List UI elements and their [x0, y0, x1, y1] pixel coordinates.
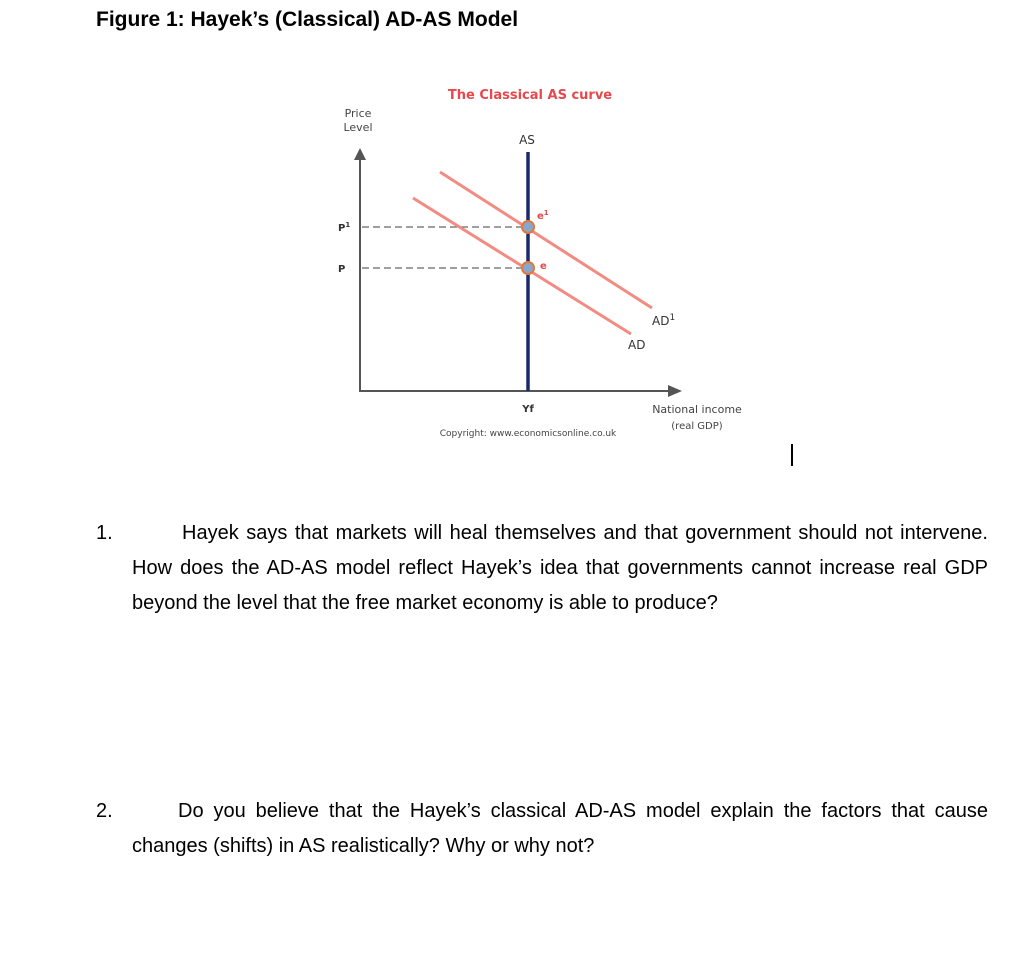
- figure-title: Figure 1: Hayek’s (Classical) AD-AS Model: [96, 8, 519, 31]
- ad-label: AD: [628, 338, 646, 352]
- e-label: e: [540, 261, 547, 272]
- p1-superscript: 1: [345, 221, 351, 229]
- copyright-text: Copyright: www.economicsonline.co.uk: [439, 429, 617, 439]
- text-cursor: [791, 444, 793, 466]
- question-1: [96, 516, 988, 621]
- y-axis-label-line2: Level: [343, 121, 373, 134]
- equilibrium-point-e1: [522, 221, 534, 233]
- p1-label: $P^1$: [338, 221, 351, 234]
- diagram-heading: The Classical AS curve: [447, 88, 613, 103]
- x-axis-arrow-icon: [668, 385, 682, 397]
- question-1-text: Hayek says that markets will heal themselves and that government should not intervene. How does the AD-AS model reflect Hayek’s idea that governments cannot increase real GDP beyond the level that the free market economy is able to produce?: [132, 522, 988, 614]
- ad-as-diagram: [0, 0, 1024, 470]
- e1-superscript: 1: [543, 209, 549, 217]
- ad1-curve: [440, 172, 652, 308]
- y-axis-label-line1: Price: [344, 107, 372, 120]
- question-2: [96, 794, 988, 864]
- ad1-label: $AD^1$: [652, 313, 676, 328]
- x-axis-label-line1: National income: [652, 403, 742, 416]
- question-1-number: 1.: [96, 522, 113, 544]
- p-label: P: [338, 264, 346, 275]
- question-2-text: Do you believe that the Hayek’s classical AD-AS model explain the factors that cause changes (shifts) in AS realistically? Why or why not?: [132, 800, 988, 857]
- as-label: AS: [519, 133, 535, 147]
- question-2-number: 2.: [96, 800, 113, 822]
- e1-label: $e^1$: [537, 209, 549, 222]
- x-axis-label-line2: (real GDP): [671, 421, 723, 432]
- equilibrium-point-e: [522, 262, 534, 274]
- y-axis-arrow-icon: [354, 148, 366, 160]
- ad1-superscript: 1: [669, 313, 676, 323]
- yf-label: Yf: [522, 404, 534, 415]
